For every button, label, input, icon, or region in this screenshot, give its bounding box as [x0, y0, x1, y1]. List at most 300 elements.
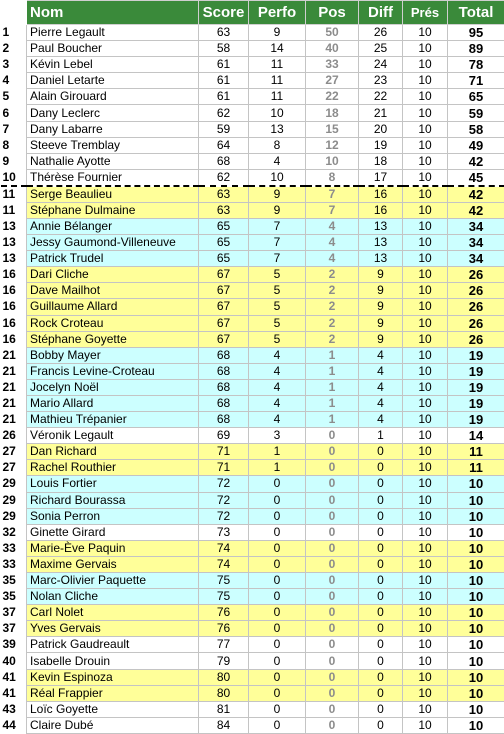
cell-name: Stéphane Goyette	[27, 331, 199, 347]
table-row	[1, 717, 504, 733]
cell-rank: 11	[1, 202, 27, 218]
cell-score: 75	[199, 589, 249, 605]
cell-pres: 10	[403, 556, 448, 572]
cell-pos: 0	[306, 589, 359, 605]
cell-pos: 27	[306, 73, 359, 89]
cell-rank: 11	[1, 186, 27, 203]
cell-rank: 9	[1, 153, 27, 169]
cell-perfo: 0	[249, 717, 306, 733]
cell-score: 67	[199, 331, 249, 347]
cell-diff: 0	[359, 605, 403, 621]
cell-perfo: 0	[249, 476, 306, 492]
header-pos: Pos	[306, 1, 359, 25]
cell-name: Claire Dubé	[27, 717, 199, 733]
cell-rank: 41	[1, 669, 27, 685]
cell-name: Steeve Tremblay	[27, 137, 199, 153]
cell-name: Maxime Gervais	[27, 556, 199, 572]
cell-rank: 43	[1, 701, 27, 717]
cell-pres: 10	[403, 573, 448, 589]
cell-diff: 25	[359, 41, 403, 57]
cell-total: 26	[448, 283, 504, 299]
cell-pres: 10	[403, 717, 448, 733]
cell-pres: 10	[403, 202, 448, 218]
cell-pres: 10	[403, 540, 448, 556]
cell-perfo: 3	[249, 428, 306, 444]
cell-rank: 33	[1, 540, 27, 556]
cell-pos: 1	[306, 412, 359, 428]
cell-score: 79	[199, 653, 249, 669]
cell-rank: 21	[1, 395, 27, 411]
cell-rank: 26	[1, 428, 27, 444]
cell-score: 77	[199, 637, 249, 653]
cell-score: 65	[199, 251, 249, 267]
cell-diff: 26	[359, 25, 403, 41]
cell-name: Yves Gervais	[27, 621, 199, 637]
cell-pres: 10	[403, 137, 448, 153]
cell-pres: 10	[403, 395, 448, 411]
cell-total: 19	[448, 412, 504, 428]
cell-total: 10	[448, 476, 504, 492]
cell-score: 74	[199, 540, 249, 556]
cell-pres: 10	[403, 251, 448, 267]
cell-pres: 10	[403, 379, 448, 395]
cell-total: 34	[448, 218, 504, 234]
table-row	[1, 153, 504, 169]
cell-perfo: 0	[249, 556, 306, 572]
cell-diff: 0	[359, 573, 403, 589]
cell-rank: 35	[1, 573, 27, 589]
cell-name: Rachel Routhier	[27, 460, 199, 476]
cell-name: Louis Fortier	[27, 476, 199, 492]
cell-score: 68	[199, 347, 249, 363]
cell-total: 19	[448, 347, 504, 363]
cell-pos: 4	[306, 251, 359, 267]
cell-name: Dan Richard	[27, 444, 199, 460]
cell-pos: 33	[306, 57, 359, 73]
cell-pos: 0	[306, 573, 359, 589]
cell-name: Sonia Perron	[27, 508, 199, 524]
cell-score: 63	[199, 202, 249, 218]
table-row	[1, 41, 504, 57]
cell-rank: 16	[1, 299, 27, 315]
table-row	[1, 25, 504, 41]
cell-perfo: 9	[249, 186, 306, 203]
cell-pos: 15	[306, 121, 359, 137]
cell-diff: 24	[359, 57, 403, 73]
cell-score: 75	[199, 573, 249, 589]
cell-pos: 0	[306, 428, 359, 444]
cell-diff: 23	[359, 73, 403, 89]
table-row	[1, 363, 504, 379]
table-row	[1, 524, 504, 540]
table-header	[1, 1, 504, 25]
table-row	[1, 267, 504, 283]
cell-name: Francis Levine-Croteau	[27, 363, 199, 379]
cell-total: 11	[448, 460, 504, 476]
cell-pos: 2	[306, 331, 359, 347]
cell-name: Stéphane Dulmaine	[27, 202, 199, 218]
cell-perfo: 0	[249, 492, 306, 508]
table-row	[1, 395, 504, 411]
cell-score: 68	[199, 363, 249, 379]
cell-name: Mario Allard	[27, 395, 199, 411]
cell-rank: 13	[1, 218, 27, 234]
cell-name: Kevin Espinoza	[27, 669, 199, 685]
cell-perfo: 0	[249, 669, 306, 685]
table-row	[1, 444, 504, 460]
cell-pres: 10	[403, 73, 448, 89]
cell-perfo: 10	[249, 169, 306, 186]
cell-total: 19	[448, 395, 504, 411]
cell-rank: 32	[1, 524, 27, 540]
cell-score: 72	[199, 476, 249, 492]
table-row	[1, 412, 504, 428]
cell-name: Thérèse Fournier	[27, 169, 199, 186]
cell-total: 34	[448, 251, 504, 267]
cell-name: Marc-Olivier Paquette	[27, 573, 199, 589]
table-row	[1, 589, 504, 605]
header-rank	[1, 1, 27, 25]
cell-pres: 10	[403, 508, 448, 524]
cell-name: Daniel Letarte	[27, 73, 199, 89]
cell-diff: 0	[359, 653, 403, 669]
table-row	[1, 299, 504, 315]
cell-perfo: 0	[249, 573, 306, 589]
cell-total: 42	[448, 186, 504, 203]
table-row	[1, 202, 504, 218]
cell-pos: 0	[306, 524, 359, 540]
cell-total: 10	[448, 492, 504, 508]
cell-diff: 0	[359, 556, 403, 572]
cell-total: 95	[448, 25, 504, 41]
cell-pos: 0	[306, 460, 359, 476]
cell-pos: 22	[306, 89, 359, 105]
cell-name: Dany Labarre	[27, 121, 199, 137]
cell-total: 10	[448, 573, 504, 589]
cell-pos: 0	[306, 444, 359, 460]
table-row	[1, 89, 504, 105]
cell-score: 58	[199, 41, 249, 57]
cell-total: 10	[448, 621, 504, 637]
cell-pos: 8	[306, 169, 359, 186]
cell-perfo: 0	[249, 524, 306, 540]
cell-total: 14	[448, 428, 504, 444]
cell-diff: 0	[359, 717, 403, 733]
cell-rank: 27	[1, 460, 27, 476]
cell-perfo: 11	[249, 73, 306, 89]
cell-pres: 10	[403, 701, 448, 717]
cell-score: 62	[199, 169, 249, 186]
cell-total: 65	[448, 89, 504, 105]
cell-diff: 21	[359, 105, 403, 121]
cell-score: 69	[199, 428, 249, 444]
cell-total: 59	[448, 105, 504, 121]
cell-rank: 37	[1, 621, 27, 637]
cell-pos: 1	[306, 395, 359, 411]
cell-diff: 0	[359, 444, 403, 460]
cell-score: 76	[199, 621, 249, 637]
cell-pos: 0	[306, 508, 359, 524]
cell-score: 84	[199, 717, 249, 733]
table-row	[1, 621, 504, 637]
cell-score: 67	[199, 299, 249, 315]
cell-pos: 2	[306, 283, 359, 299]
cell-total: 26	[448, 315, 504, 331]
cell-rank: 6	[1, 105, 27, 121]
table-body	[1, 25, 504, 734]
cell-perfo: 4	[249, 347, 306, 363]
cell-name: Guillaume Allard	[27, 299, 199, 315]
cell-pos: 40	[306, 41, 359, 57]
cell-score: 72	[199, 508, 249, 524]
cell-name: Alain Girouard	[27, 89, 199, 105]
cell-perfo: 7	[249, 251, 306, 267]
cell-total: 10	[448, 685, 504, 701]
cell-pos: 7	[306, 186, 359, 203]
cell-rank: 44	[1, 717, 27, 733]
cell-name: Dave Mailhot	[27, 283, 199, 299]
cell-pres: 10	[403, 299, 448, 315]
cell-perfo: 13	[249, 121, 306, 137]
cell-pres: 10	[403, 218, 448, 234]
cell-score: 62	[199, 105, 249, 121]
cell-pos: 12	[306, 137, 359, 153]
cell-pres: 10	[403, 315, 448, 331]
table-row	[1, 685, 504, 701]
cell-total: 10	[448, 540, 504, 556]
cell-perfo: 4	[249, 395, 306, 411]
cell-score: 71	[199, 460, 249, 476]
cell-pres: 10	[403, 621, 448, 637]
cell-score: 67	[199, 267, 249, 283]
cell-score: 80	[199, 685, 249, 701]
cell-rank: 33	[1, 556, 27, 572]
cell-name: Nolan Cliche	[27, 589, 199, 605]
cell-score: 63	[199, 186, 249, 203]
cell-diff: 0	[359, 540, 403, 556]
header-score: Score	[199, 1, 249, 25]
cell-rank: 39	[1, 637, 27, 653]
cell-perfo: 5	[249, 331, 306, 347]
cell-perfo: 5	[249, 315, 306, 331]
cell-diff: 0	[359, 621, 403, 637]
cell-perfo: 0	[249, 605, 306, 621]
cell-name: Paul Boucher	[27, 41, 199, 57]
cell-pos: 2	[306, 315, 359, 331]
table-row	[1, 169, 504, 186]
cell-name: Serge Beaulieu	[27, 186, 199, 203]
cell-pres: 10	[403, 267, 448, 283]
cell-pos: 0	[306, 637, 359, 653]
cell-rank: 13	[1, 251, 27, 267]
table-row	[1, 379, 504, 395]
cell-diff: 13	[359, 218, 403, 234]
cell-total: 10	[448, 701, 504, 717]
table-row	[1, 235, 504, 251]
cell-score: 65	[199, 235, 249, 251]
cell-diff: 9	[359, 331, 403, 347]
table-row	[1, 137, 504, 153]
table-row	[1, 701, 504, 717]
cell-pres: 10	[403, 347, 448, 363]
cell-rank: 16	[1, 267, 27, 283]
table-row	[1, 283, 504, 299]
cell-total: 58	[448, 121, 504, 137]
cell-rank: 27	[1, 444, 27, 460]
cell-total: 45	[448, 169, 504, 186]
table-row	[1, 460, 504, 476]
cell-pos: 1	[306, 363, 359, 379]
cell-diff: 0	[359, 508, 403, 524]
header-row	[1, 1, 504, 25]
cell-name: Pierre Legault	[27, 25, 199, 41]
cell-pres: 10	[403, 428, 448, 444]
cell-perfo: 5	[249, 299, 306, 315]
cell-pos: 0	[306, 685, 359, 701]
header-diff: Diff	[359, 1, 403, 25]
cell-pres: 10	[403, 637, 448, 653]
table-row	[1, 57, 504, 73]
cell-score: 68	[199, 379, 249, 395]
cell-score: 80	[199, 669, 249, 685]
cell-diff: 4	[359, 363, 403, 379]
header-name: Nom	[27, 1, 199, 25]
cell-name: Dari Cliche	[27, 267, 199, 283]
cell-score: 67	[199, 283, 249, 299]
cell-rank: 16	[1, 315, 27, 331]
cell-pres: 10	[403, 169, 448, 186]
cell-diff: 9	[359, 283, 403, 299]
cell-diff: 0	[359, 492, 403, 508]
cell-score: 68	[199, 395, 249, 411]
cell-rank: 21	[1, 347, 27, 363]
cell-diff: 0	[359, 669, 403, 685]
cell-diff: 18	[359, 153, 403, 169]
cell-pres: 10	[403, 121, 448, 137]
cell-score: 64	[199, 137, 249, 153]
cell-pos: 0	[306, 653, 359, 669]
cell-rank: 37	[1, 605, 27, 621]
cell-pos: 0	[306, 556, 359, 572]
cell-total: 10	[448, 589, 504, 605]
cell-perfo: 8	[249, 137, 306, 153]
cell-score: 59	[199, 121, 249, 137]
cell-name: Véronik Legault	[27, 428, 199, 444]
cell-total: 19	[448, 363, 504, 379]
cell-total: 10	[448, 524, 504, 540]
table-row	[1, 492, 504, 508]
table-row	[1, 186, 504, 203]
cell-rank: 16	[1, 283, 27, 299]
cell-rank: 41	[1, 685, 27, 701]
cell-name: Isabelle Drouin	[27, 653, 199, 669]
cell-score: 76	[199, 605, 249, 621]
cell-total: 10	[448, 717, 504, 733]
cell-total: 26	[448, 331, 504, 347]
cell-total: 34	[448, 235, 504, 251]
cell-perfo: 0	[249, 589, 306, 605]
cell-diff: 1	[359, 428, 403, 444]
table-row	[1, 331, 504, 347]
cell-total: 10	[448, 653, 504, 669]
cell-pos: 1	[306, 379, 359, 395]
cell-diff: 4	[359, 395, 403, 411]
cell-perfo: 5	[249, 283, 306, 299]
cell-total: 10	[448, 605, 504, 621]
cell-total: 10	[448, 508, 504, 524]
cell-score: 61	[199, 73, 249, 89]
cell-name: Nathalie Ayotte	[27, 153, 199, 169]
cell-score: 68	[199, 412, 249, 428]
cell-name: Bobby Mayer	[27, 347, 199, 363]
cell-rank: 8	[1, 137, 27, 153]
cell-name: Marie-Ève Paquin	[27, 540, 199, 556]
cell-pos: 0	[306, 605, 359, 621]
table-row	[1, 315, 504, 331]
cell-pres: 10	[403, 57, 448, 73]
cell-pres: 10	[403, 235, 448, 251]
cell-diff: 4	[359, 347, 403, 363]
cell-rank: 1	[1, 25, 27, 41]
cell-diff: 19	[359, 137, 403, 153]
cell-pos: 0	[306, 621, 359, 637]
cell-pres: 10	[403, 685, 448, 701]
cell-perfo: 11	[249, 57, 306, 73]
cell-perfo: 1	[249, 444, 306, 460]
cell-score: 81	[199, 701, 249, 717]
cell-pos: 0	[306, 669, 359, 685]
table-row	[1, 653, 504, 669]
cell-total: 89	[448, 41, 504, 57]
cell-perfo: 4	[249, 379, 306, 395]
cell-perfo: 11	[249, 89, 306, 105]
header-pres: Prés	[403, 1, 448, 25]
cell-name: Mathieu Trépanier	[27, 412, 199, 428]
cell-score: 61	[199, 89, 249, 105]
cell-pres: 10	[403, 460, 448, 476]
header-total: Total	[448, 1, 504, 25]
cell-pres: 10	[403, 653, 448, 669]
cell-name: Loïc Goyette	[27, 701, 199, 717]
cell-name: Annie Bélanger	[27, 218, 199, 234]
table-row	[1, 556, 504, 572]
cell-rank: 29	[1, 492, 27, 508]
cell-perfo: 0	[249, 621, 306, 637]
cell-total: 26	[448, 267, 504, 283]
cell-rank: 29	[1, 508, 27, 524]
cell-pres: 10	[403, 25, 448, 41]
cell-perfo: 0	[249, 685, 306, 701]
cell-name: Kévin Lebel	[27, 57, 199, 73]
cell-score: 73	[199, 524, 249, 540]
cell-rank: 2	[1, 41, 27, 57]
cell-name: Carl Nolet	[27, 605, 199, 621]
cell-diff: 4	[359, 379, 403, 395]
cell-name: Dany Leclerc	[27, 105, 199, 121]
cell-pres: 10	[403, 331, 448, 347]
cell-pos: 10	[306, 153, 359, 169]
cell-pres: 10	[403, 492, 448, 508]
table-row	[1, 637, 504, 653]
cell-pos: 18	[306, 105, 359, 121]
table-row	[1, 540, 504, 556]
table-row	[1, 605, 504, 621]
cell-pres: 10	[403, 283, 448, 299]
cell-diff: 9	[359, 267, 403, 283]
cell-name: Rock Croteau	[27, 315, 199, 331]
cell-pres: 10	[403, 153, 448, 169]
cell-rank: 40	[1, 653, 27, 669]
